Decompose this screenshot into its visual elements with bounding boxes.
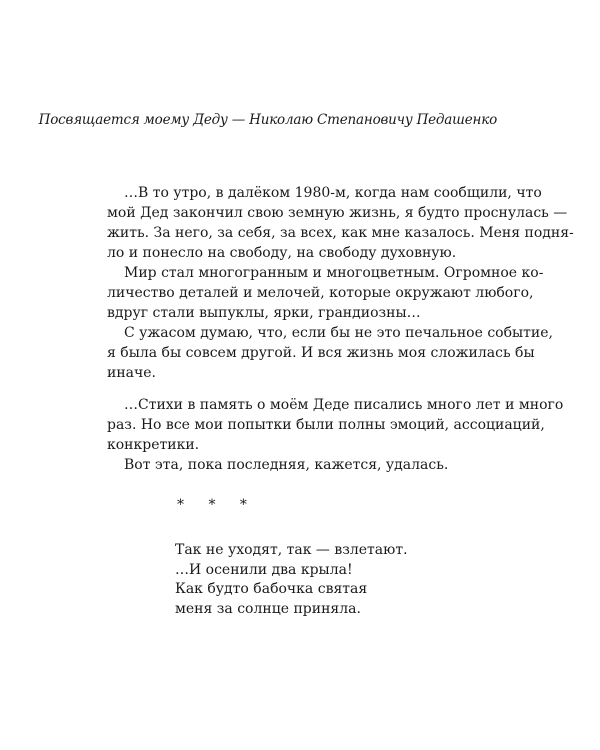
poem: [175, 541, 408, 619]
poem-line: Так не уходят, так — взлетают.: [175, 542, 408, 558]
prose-section-1: [107, 183, 574, 383]
prose-line: мой Дед закончил свою земную жизнь, я будто проснулась —: [107, 205, 568, 221]
prose-line: раз. Но все мои попытки были полны эмоций, ассоциаций,: [107, 417, 545, 433]
prose-line: ло и понесло на свободу, на свободу духовную.: [107, 245, 457, 261]
poem-line: …И осенили два крыла!: [175, 561, 353, 578]
prose-line: я была бы совсем другой. И вся жизнь моя сложилась бы: [107, 345, 535, 361]
prose-line: вдруг стали выпуклы, ярки, грандиозны…: [107, 305, 421, 321]
section-separator: * * *: [177, 497, 257, 513]
prose-line: …В то утро, в далёком 1980-м, когда нам сообщили, что: [124, 185, 542, 201]
prose-line: жить. За него, за себя, за всех, как мне казалось. Меня подня-: [107, 225, 574, 241]
dedication: Посвящается моему Деду — Николаю Степановичу Педашенко: [38, 112, 497, 128]
prose-line: Мир стал многогранным и многоцветным. Огромное ко-: [124, 265, 544, 281]
prose-line: личество деталей и мелочей, которые окружают любого,: [107, 285, 534, 301]
prose-line: …Стихи в память о моём Деде писались много лет и много: [124, 397, 564, 413]
poem-line: меня за солнце приняла.: [175, 600, 361, 617]
prose-section-2: [107, 395, 564, 475]
prose-line: С ужасом думаю, что, если бы не это печальное событие,: [124, 325, 553, 341]
poem-line: Как будто бабочка святая: [175, 581, 368, 597]
prose-line: Вот эта, пока последняя, кажется, удалась.: [124, 457, 449, 473]
prose-line: иначе.: [107, 365, 156, 381]
prose-line: конкретики.: [107, 437, 200, 453]
